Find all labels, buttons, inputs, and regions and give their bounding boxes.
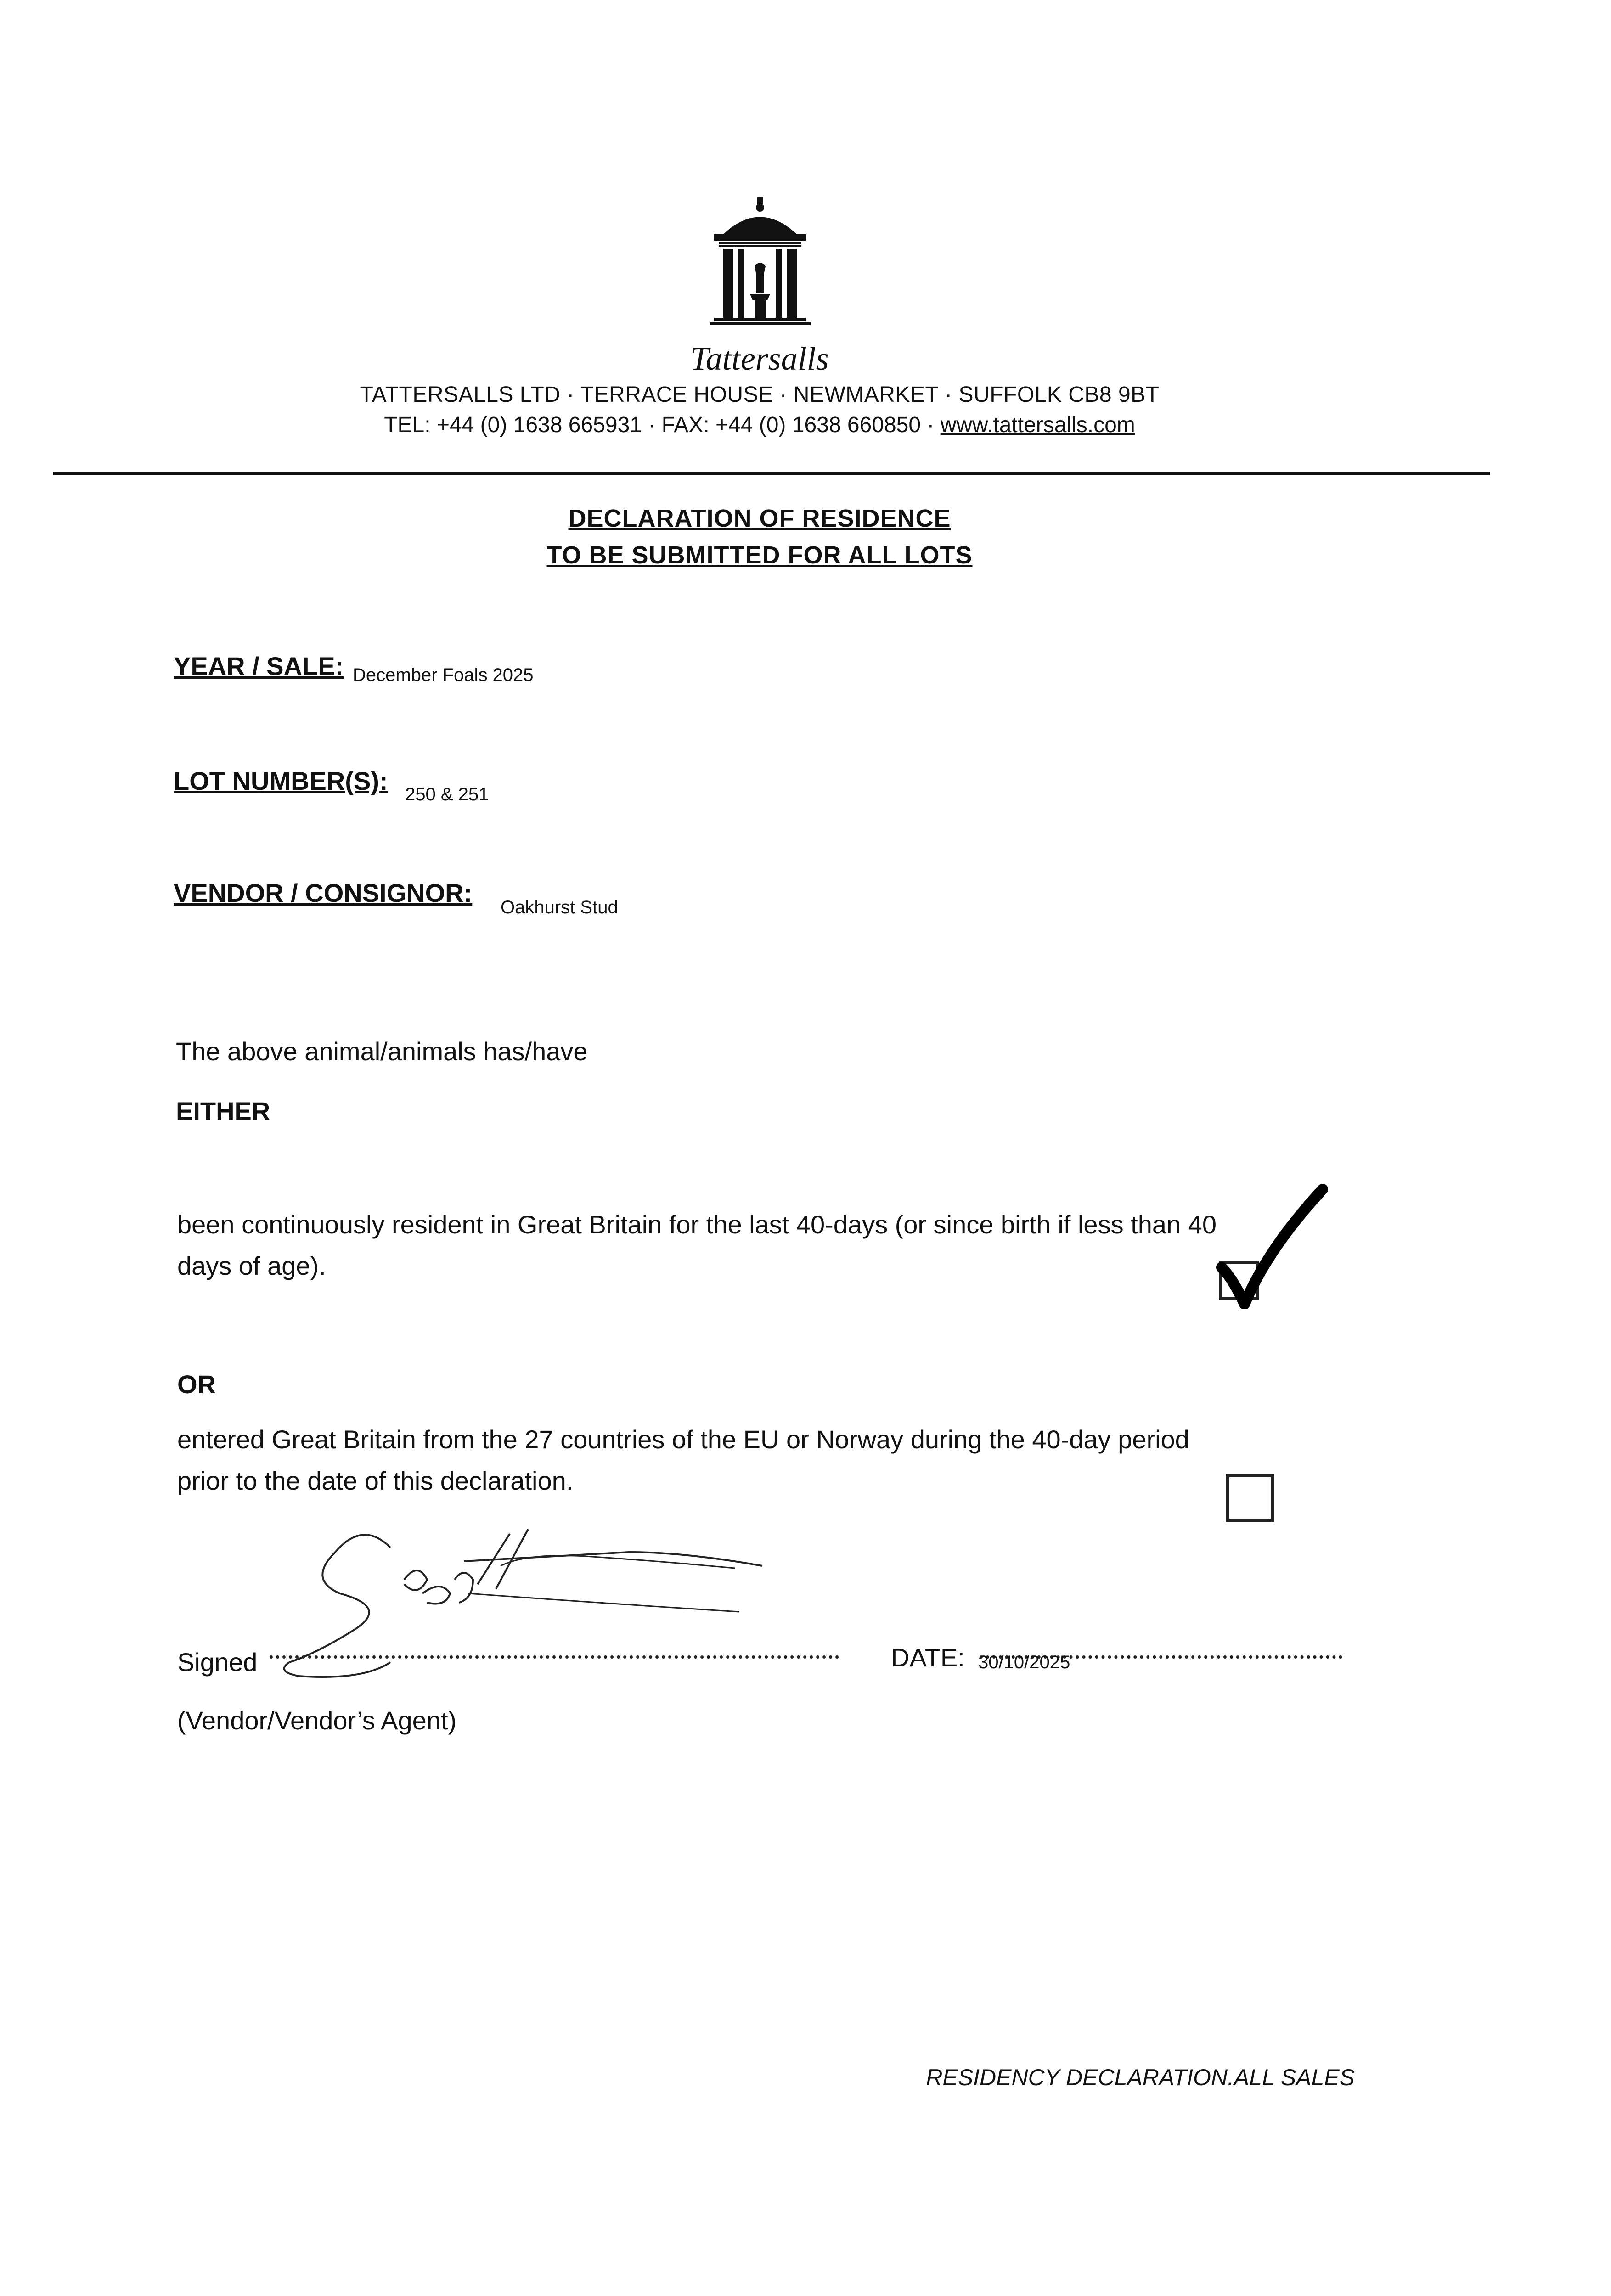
option2-line1: entered Great Britain from the 27 countries of the EU or Norway during the 40-day period [177,1425,1189,1454]
option1-line2: days of age). [177,1251,326,1280]
option1-line1: been continuously resident in Great Britain for the last 40-days (or since birth if less than 40 [177,1210,1217,1239]
vendor-label: VENDOR / CONSIGNOR: [174,878,473,907]
form-title: DECLARATION OF RESIDENCE [568,505,951,532]
date-value: 30/10/2025 [978,1652,1070,1672]
header-divider [53,472,1490,475]
footer-reference: RESIDENCY DECLARATION.ALL SALES [926,2065,1355,2090]
signed-label: Signed [177,1648,258,1677]
year-sale-value: December Foals 2025 [353,665,534,685]
checkmark-icon [1212,1180,1332,1309]
website-link[interactable]: www.tattersalls.com [940,413,1135,437]
declaration-intro: The above animal/animals has/have [176,1037,588,1066]
tattersalls-logo-icon [700,197,820,349]
signer-role: (Vendor/Vendor’s Agent) [177,1706,457,1735]
brand-name: Tattersalls [690,340,829,377]
either-heading: EITHER [176,1097,270,1125]
year-sale-label: YEAR / SALE: [174,652,344,681]
date-label: DATE: [891,1643,965,1672]
vendor-value: Oakhurst Stud [501,897,618,917]
company-contact [117,412,1403,438]
company-address: TATTERSALLS LTD · TERRACE HOUSE · NEWMARKET · SUFFOLK CB8 9BT [360,383,1160,407]
or-heading: OR [177,1370,216,1399]
option2-checkbox[interactable] [1226,1474,1274,1522]
form-subtitle: TO BE SUBMITTED FOR ALL LOTS [546,541,973,569]
lot-numbers-label: LOT NUMBER(S): [174,766,388,795]
phone-fax: TEL: +44 (0) 1638 665931 · FAX: +44 (0) 1638 660850 · [384,413,941,437]
signature-line [270,1651,839,1659]
lot-numbers-value: 250 & 251 [405,784,489,805]
option2-line2: prior to the date of this declaration. [177,1466,574,1495]
